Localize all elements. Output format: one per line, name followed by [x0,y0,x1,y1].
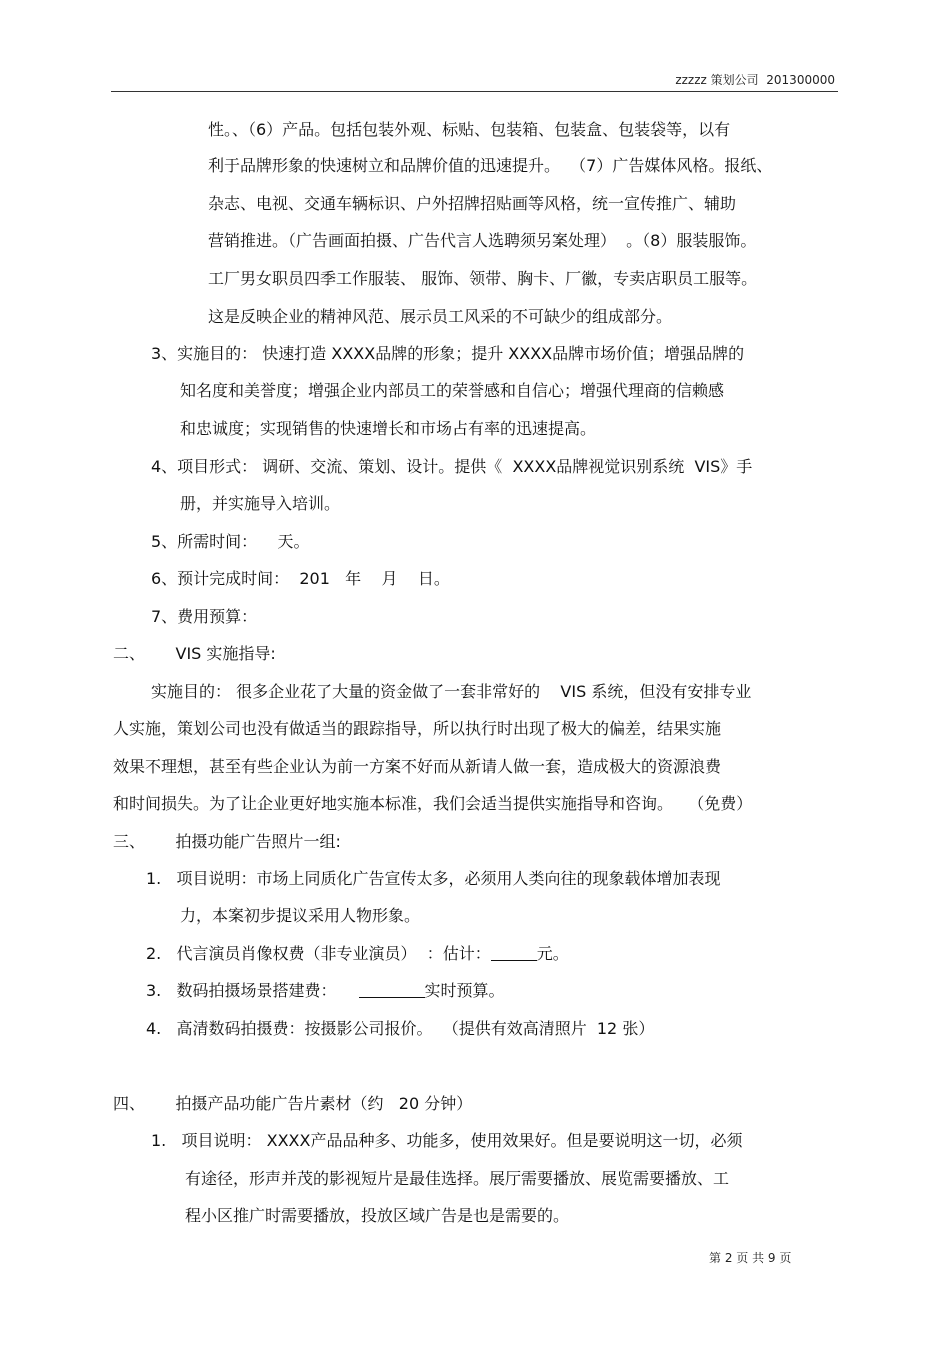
page-number: 第 2 页 共 9 页 [709,1251,792,1265]
body-line: 知名度和美誉度；增强企业内部员工的荣誉感和自信心；增强代理商的信赖感 [180,381,725,400]
list-item-2: 2. 代言演员肖像权费（非专业演员） ：估计： 元。 [146,944,569,963]
body-line: 程小区推广时需要播放，投放区域广告是也是需要的。 [185,1206,570,1225]
fill-blank [491,944,537,961]
body-line: 这是反映企业的精神风范、展示员工风采的不可缺少的组成部分。 [208,307,673,326]
body-line: 和忠诚度；实现销售的快速增长和市场占有率的迅速提高。 [180,419,597,438]
body-line: 有途径，形声并茂的影视短片是最佳选择。展厅需要播放、展览需要播放、工 [185,1169,730,1188]
body-line: 杂志、电视、交通车辆标识、户外招牌招贴画等风格，统一宣传推广、辅助 [208,194,737,213]
body-line: 人实施，策划公司也没有做适当的跟踪指导，所以执行时出现了极大的偏差，结果实施 [113,719,722,738]
page-header [675,71,835,88]
list-item-1: 1. 项目说明：市场上同质化广告宣传太多，必须用人类向往的现象载体增加表现 [146,869,721,888]
body-line: 营销推进。（广告画面拍摄、广告代言人选聘须另案处理） 。（8）服装服饰。 [208,231,757,250]
item-3: 3、实施目的： 快速打造 XXXX品牌的形象；提升 XXXX品牌市场价值；增强品牌的 [151,344,745,363]
body-line: 利于品牌形象的快速树立和品牌价值的迅速提升。 （7）广告媒体风格。报纸、 [208,156,773,175]
body-line: 力，本案初步提议采用人物形象。 [180,906,421,925]
body-line: 实施目的： 很多企业花了大量的资金做了一套非常好的 VIS 系统，但没有安排专业 [151,682,752,701]
item-7: 7、费用预算： [151,607,258,626]
body-line: 效果不理想，甚至有些企业认为前一方案不好而从新请人做一套，造成极大的资源浪费 [113,757,722,776]
body-line: 和时间损失。为了让企业更好地实施本标准，我们会适当提供实施指导和咨询。 （免费） [113,794,753,813]
body-line: 册，并实施导入培训。 [180,494,341,513]
body-line: 性。、（6）产品。包括包装外观、标贴、包装箱、包装盒、包装袋等，以有 [208,120,731,139]
list-item-4: 4. 高清数码拍摄费：按摄影公司报价。 （提供有效高清照片 12 张） [146,1019,655,1038]
section-heading-3: 三、 拍摄功能广告照片一组: [113,832,341,851]
fill-blank [359,981,425,998]
list-item-3: 3. 数码拍摄场景搭建费： 实时预算。 [146,981,505,1000]
section-heading-2: 二、 VIS 实施指导: [113,644,276,663]
header-code: 201300000 [766,73,835,87]
section-heading-4: 四、 拍摄产品功能广告片素材（约 20 分钟） [113,1094,473,1113]
item-6: 6、预计完成时间： 201 年 月 日。 [151,569,450,588]
list-item-1: 1. 项目说明： XXXX产品品种多、功能多，使用效果好。但是要说明这一切，必须 [151,1131,743,1150]
item-4: 4、项目形式： 调研、交流、策划、设计。提供《 XXXX品牌视觉识别系统 VIS》手 [151,457,753,476]
header-company: zzzzz 策划公司 [675,73,759,87]
body-line: 工厂男女职员四季工作服装、 服饰、领带、胸卡、厂徽，专卖店职员工服等。 [208,269,758,288]
header-rule [111,91,838,92]
item-5: 5、所需时间： 天。 [151,532,310,551]
